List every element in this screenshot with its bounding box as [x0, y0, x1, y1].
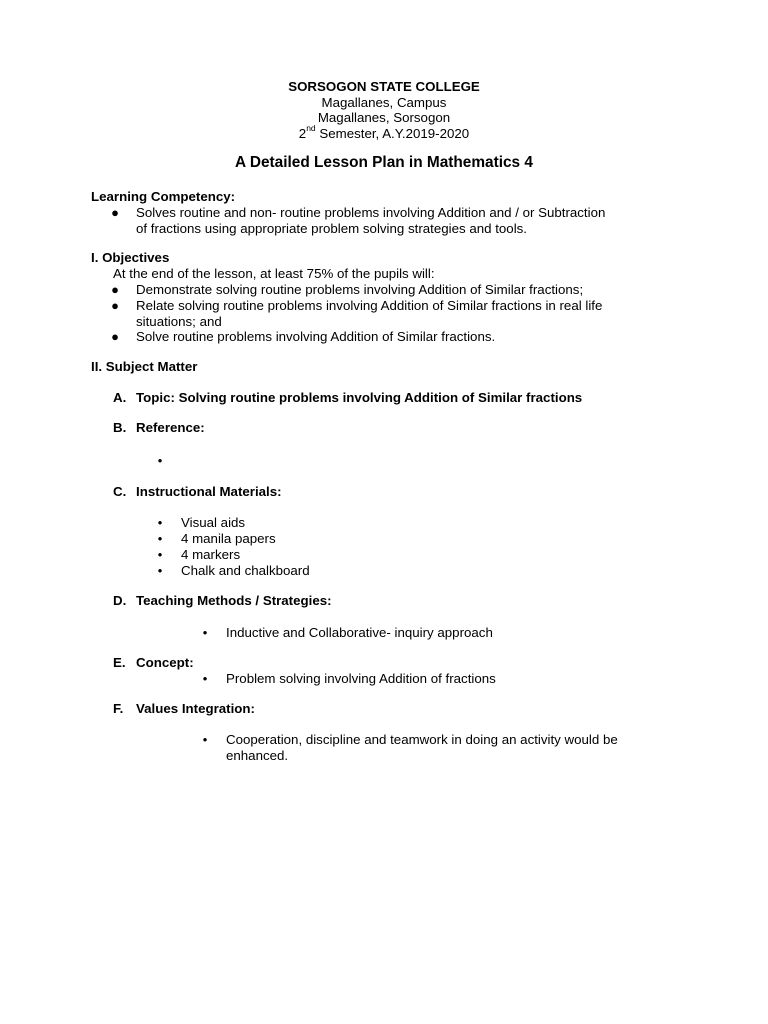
bullet-icon: • — [157, 515, 163, 530]
material-item: 4 markers — [181, 547, 241, 562]
item-e-letter: E. — [113, 655, 126, 670]
bullet-icon: • — [157, 453, 163, 468]
objective-item-2-line2: situations; and — [136, 314, 222, 329]
item-a-letter: A. — [113, 390, 127, 405]
bullet-icon: ● — [111, 205, 119, 220]
learning-competency-heading: Learning Competency: — [91, 189, 236, 204]
values-integration-label: Values Integration: — [136, 701, 255, 716]
document-header — [0, 79, 768, 141]
teaching-method-item: Inductive and Collaborative- inquiry approach — [226, 625, 493, 640]
objective-item-3: Solve routine problems involving Addition of Similar fractions. — [136, 329, 496, 344]
bullet-icon: • — [157, 563, 163, 578]
semester-number: 2 — [298, 125, 307, 141]
item-d-letter: D. — [113, 593, 127, 608]
semester-text: Semester, A.Y.2019-2020 — [315, 125, 470, 141]
item-c-letter: C. — [113, 484, 127, 499]
objective-item-1: Demonstrate solving routine problems involving Addition of Similar fractions; — [136, 282, 584, 297]
item-f-letter: F. — [113, 701, 124, 716]
bullet-icon: ● — [111, 329, 119, 344]
bullet-icon: • — [157, 531, 163, 546]
material-item: Chalk and chalkboard — [181, 563, 310, 578]
bullet-icon: ● — [111, 298, 119, 313]
objectives-heading: I. Objectives — [91, 250, 170, 265]
reference-label: Reference: — [136, 420, 205, 435]
bullet-icon: • — [157, 547, 163, 562]
topic-label: Topic: Solving routine problems involving Addition of Similar fractions — [136, 390, 583, 405]
objective-item-2-line1: Relate solving routine problems involving Addition of Similar fractions in real life — [136, 298, 603, 313]
concept-label: Concept: — [136, 655, 194, 670]
semester-ordinal: nd — [306, 123, 316, 134]
values-item-line1: Cooperation, discipline and teamwork in doing an activity would be — [226, 732, 618, 747]
subject-matter-heading: II. Subject Matter — [91, 359, 198, 374]
campus-name: Magallanes, Campus — [321, 94, 447, 110]
values-item-line2: enhanced. — [226, 748, 289, 763]
semester-line — [0, 123, 768, 142]
item-b-letter: B. — [113, 420, 127, 435]
material-item: Visual aids — [181, 515, 246, 530]
concept-item: Problem solving involving Addition of fractions — [226, 671, 496, 686]
college-location: Magallanes, Sorsogon — [317, 110, 451, 125]
bullet-icon: • — [202, 625, 208, 640]
instructional-materials-label: Instructional Materials: — [136, 484, 282, 499]
bullet-icon: ● — [111, 282, 119, 297]
competency-item-line2: of fractions using appropriate problem solving strategies and tools. — [136, 221, 527, 236]
bullet-icon: • — [202, 732, 208, 747]
objectives-intro: At the end of the lesson, at least 75% of the pupils will: — [113, 266, 435, 281]
document-title: A Detailed Lesson Plan in Mathematics 4 — [235, 154, 533, 171]
teaching-methods-label: Teaching Methods / Strategies: — [136, 593, 332, 608]
bullet-icon: • — [202, 671, 208, 686]
material-item: 4 manila papers — [181, 531, 276, 546]
competency-item-line1: Solves routine and non- routine problems involving Addition and / or Subtraction — [136, 205, 606, 220]
college-name: SORSOGON STATE COLLEGE — [288, 79, 480, 94]
